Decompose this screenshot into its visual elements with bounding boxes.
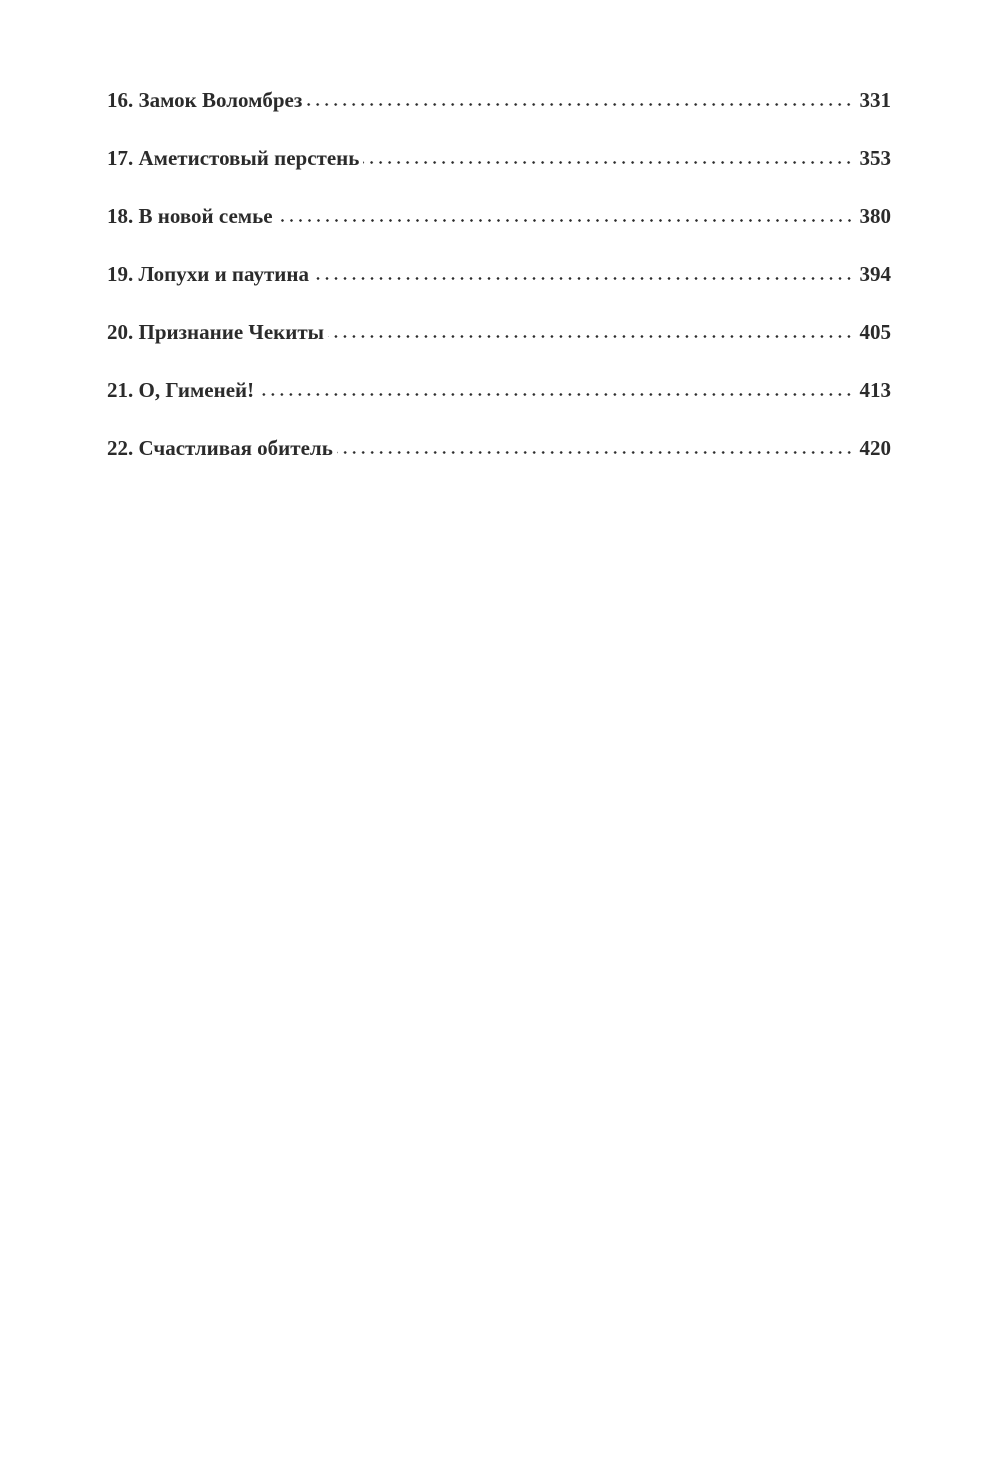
toc-entry (107, 206, 891, 264)
toc-entry-page: 394 (859, 262, 891, 286)
toc-entry (107, 322, 891, 380)
toc-entry-page: 380 (859, 204, 891, 228)
toc-dot-leader (306, 103, 853, 106)
toc-entry-title: 20. Признание Чекиты (107, 320, 325, 344)
toc-entry-page: 353 (859, 146, 891, 170)
toc-entry (107, 438, 891, 496)
toc-entry (107, 380, 891, 438)
toc-dot-leader (313, 277, 854, 280)
toc-entry-title: 16. Замок Воломбрез (107, 88, 303, 112)
toc-entry-title: 19. Лопухи и паутина (107, 262, 309, 286)
toc-entry-title: 22. Счастливая обитель (107, 436, 333, 460)
toc-dot-leader (258, 393, 853, 396)
toc-entry-title: 17. Аметистовый перстень (107, 146, 360, 170)
toc-dot-leader (277, 219, 854, 222)
table-of-contents (107, 90, 891, 496)
toc-entry (107, 90, 891, 148)
toc-entry-title: 21. О, Гименей! (107, 378, 255, 402)
toc-entry-page: 405 (859, 320, 891, 344)
toc-entry (107, 264, 891, 322)
toc-dot-leader (328, 335, 853, 338)
toc-entry-page: 420 (859, 436, 891, 460)
toc-entry-page: 413 (859, 378, 891, 402)
toc-entry-page: 331 (859, 88, 891, 112)
toc-entry-title: 18. В новой семье (107, 204, 273, 228)
toc-dot-leader (363, 161, 853, 164)
toc-entry (107, 148, 891, 206)
toc-dot-leader (337, 451, 854, 454)
